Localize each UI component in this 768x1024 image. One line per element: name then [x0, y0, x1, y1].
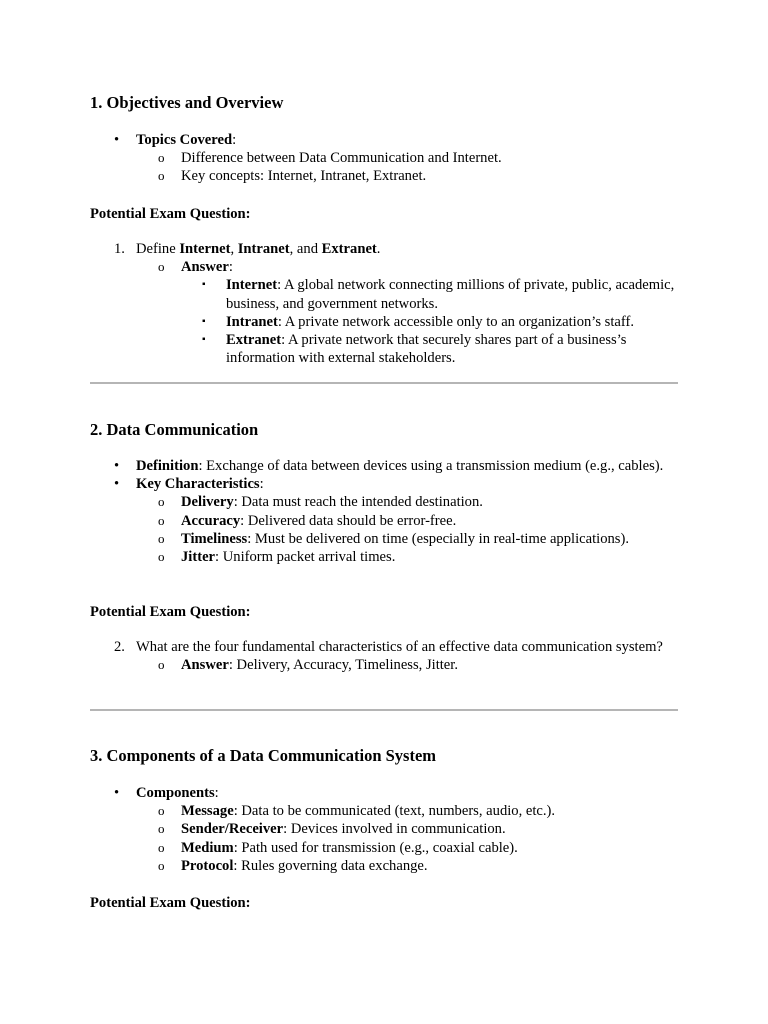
list-item — [90, 512, 678, 530]
answer-label: Answer — [181, 657, 229, 674]
question-number: 1. — [114, 241, 125, 257]
circle-marker: o — [158, 512, 165, 528]
answer-label: Answer — [181, 259, 229, 276]
topic-text: Key concepts: Internet, Intranet, Extranet. — [181, 168, 427, 185]
list-item — [90, 857, 678, 875]
component-text: : Path used for transmission (e.g., coaxial cable). — [233, 839, 518, 856]
question-number: 2. — [114, 639, 125, 655]
list-item — [90, 167, 678, 185]
characteristic-text: : Must be delivered on time (especially in real-time applications). — [247, 530, 629, 547]
list-item — [90, 784, 678, 802]
section-1-topics — [90, 131, 678, 186]
section-1-heading: 1. Objectives and Overview — [90, 93, 284, 112]
answer-term: Intranet — [226, 313, 278, 330]
square-marker: ▪ — [202, 334, 206, 346]
characteristic-term: Accuracy — [181, 512, 241, 529]
bullet-marker: • — [114, 476, 120, 493]
list-item — [90, 548, 678, 566]
list-item — [90, 131, 678, 149]
component-term: Message — [181, 803, 234, 820]
term-intranet: Intranet — [237, 241, 290, 257]
characteristic-term: Delivery — [181, 494, 234, 511]
square-marker: ▪ — [202, 315, 206, 327]
question-item — [90, 240, 678, 258]
definition-text: : Exchange of data between devices using a transmission medium (e.g., cables). — [198, 458, 664, 474]
separator: , and — [289, 241, 322, 257]
component-text: : Devices involved in communication. — [283, 821, 506, 838]
key-suffix: : — [259, 476, 264, 493]
list-item — [90, 802, 678, 820]
bullet-marker: • — [114, 458, 120, 474]
section-2-heading: 2. Data Communication — [90, 420, 259, 439]
list-item — [90, 313, 678, 331]
section-2-question — [90, 638, 678, 674]
characteristic-text: : Data must reach the intended destination. — [233, 494, 483, 511]
section-2-list — [90, 457, 678, 566]
list-item — [90, 258, 678, 276]
separator: , — [230, 241, 238, 257]
list-item — [90, 820, 678, 838]
answer-term: Extranet — [226, 332, 282, 349]
characteristic-term: Jitter — [181, 549, 216, 566]
topics-label: Topics Covered — [136, 132, 233, 148]
list-item — [90, 475, 678, 493]
component-term: Sender/Receiver — [181, 821, 284, 838]
topics-suffix: : — [232, 132, 237, 148]
circle-marker: o — [158, 150, 165, 166]
circle-marker: o — [158, 549, 165, 565]
question-item — [90, 638, 678, 656]
circle-marker: o — [158, 857, 165, 873]
exam-question-label: Potential Exam Question: — [90, 895, 251, 911]
list-item — [90, 457, 678, 475]
component-text: : Data to be communicated (text, numbers, audio, etc.). — [233, 803, 556, 820]
answer-text: : A private network that securely shares part of a business’s information with external stakeholders. — [226, 332, 627, 367]
circle-marker: o — [158, 530, 165, 546]
section-3-list — [90, 784, 678, 875]
component-term: Protocol — [181, 857, 234, 874]
exam-question-label: Potential Exam Question: — [90, 604, 251, 620]
answer-text: : A global network connecting millions of private, public, academic, business, and government networks. — [226, 277, 675, 312]
list-item — [90, 530, 678, 548]
question-end: . — [376, 241, 381, 257]
section-divider — [90, 382, 678, 384]
list-item — [90, 149, 678, 167]
question-text: Define — [136, 241, 180, 257]
square-marker: ▪ — [202, 279, 206, 291]
topic-text: Difference between Data Communication and Internet. — [181, 150, 502, 167]
section-1-question — [90, 240, 678, 367]
answer-text: : Delivery, Accuracy, Timeliness, Jitter. — [228, 657, 458, 674]
components-suffix: : — [214, 785, 219, 801]
list-item — [90, 493, 678, 511]
list-item — [90, 331, 678, 367]
definition-label: Definition — [136, 458, 199, 474]
list-item — [90, 276, 678, 312]
key-characteristics-label: Key Characteristics — [136, 476, 260, 493]
list-item — [90, 656, 678, 674]
section-divider — [90, 709, 678, 711]
term-internet: Internet — [179, 241, 231, 257]
component-term: Medium — [181, 839, 234, 856]
circle-marker: o — [158, 494, 165, 510]
list-item — [90, 839, 678, 857]
bullet-marker: • — [114, 132, 120, 148]
question-text: What are the four fundamental characteristics of an effective data communication system? — [136, 639, 663, 655]
characteristic-text: : Delivered data should be error-free. — [240, 512, 457, 529]
circle-marker: o — [158, 168, 165, 184]
circle-marker: o — [158, 657, 165, 673]
characteristic-text: : Uniform packet arrival times. — [215, 549, 396, 566]
answer-term: Internet — [226, 277, 278, 294]
circle-marker: o — [158, 821, 165, 837]
characteristic-term: Timeliness — [181, 530, 248, 547]
bullet-marker: • — [114, 785, 120, 801]
exam-question-label: Potential Exam Question: — [90, 206, 251, 222]
term-extranet: Extranet — [321, 241, 377, 257]
components-label: Components — [136, 785, 215, 801]
circle-marker: o — [158, 803, 165, 819]
circle-marker: o — [158, 259, 165, 275]
circle-marker: o — [158, 839, 165, 855]
answer-suffix: : — [228, 259, 233, 276]
section-3-heading: 3. Components of a Data Communication System — [90, 746, 437, 765]
component-text: : Rules governing data exchange. — [233, 857, 428, 874]
answer-text: : A private network accessible only to an organization’s staff. — [277, 313, 634, 330]
